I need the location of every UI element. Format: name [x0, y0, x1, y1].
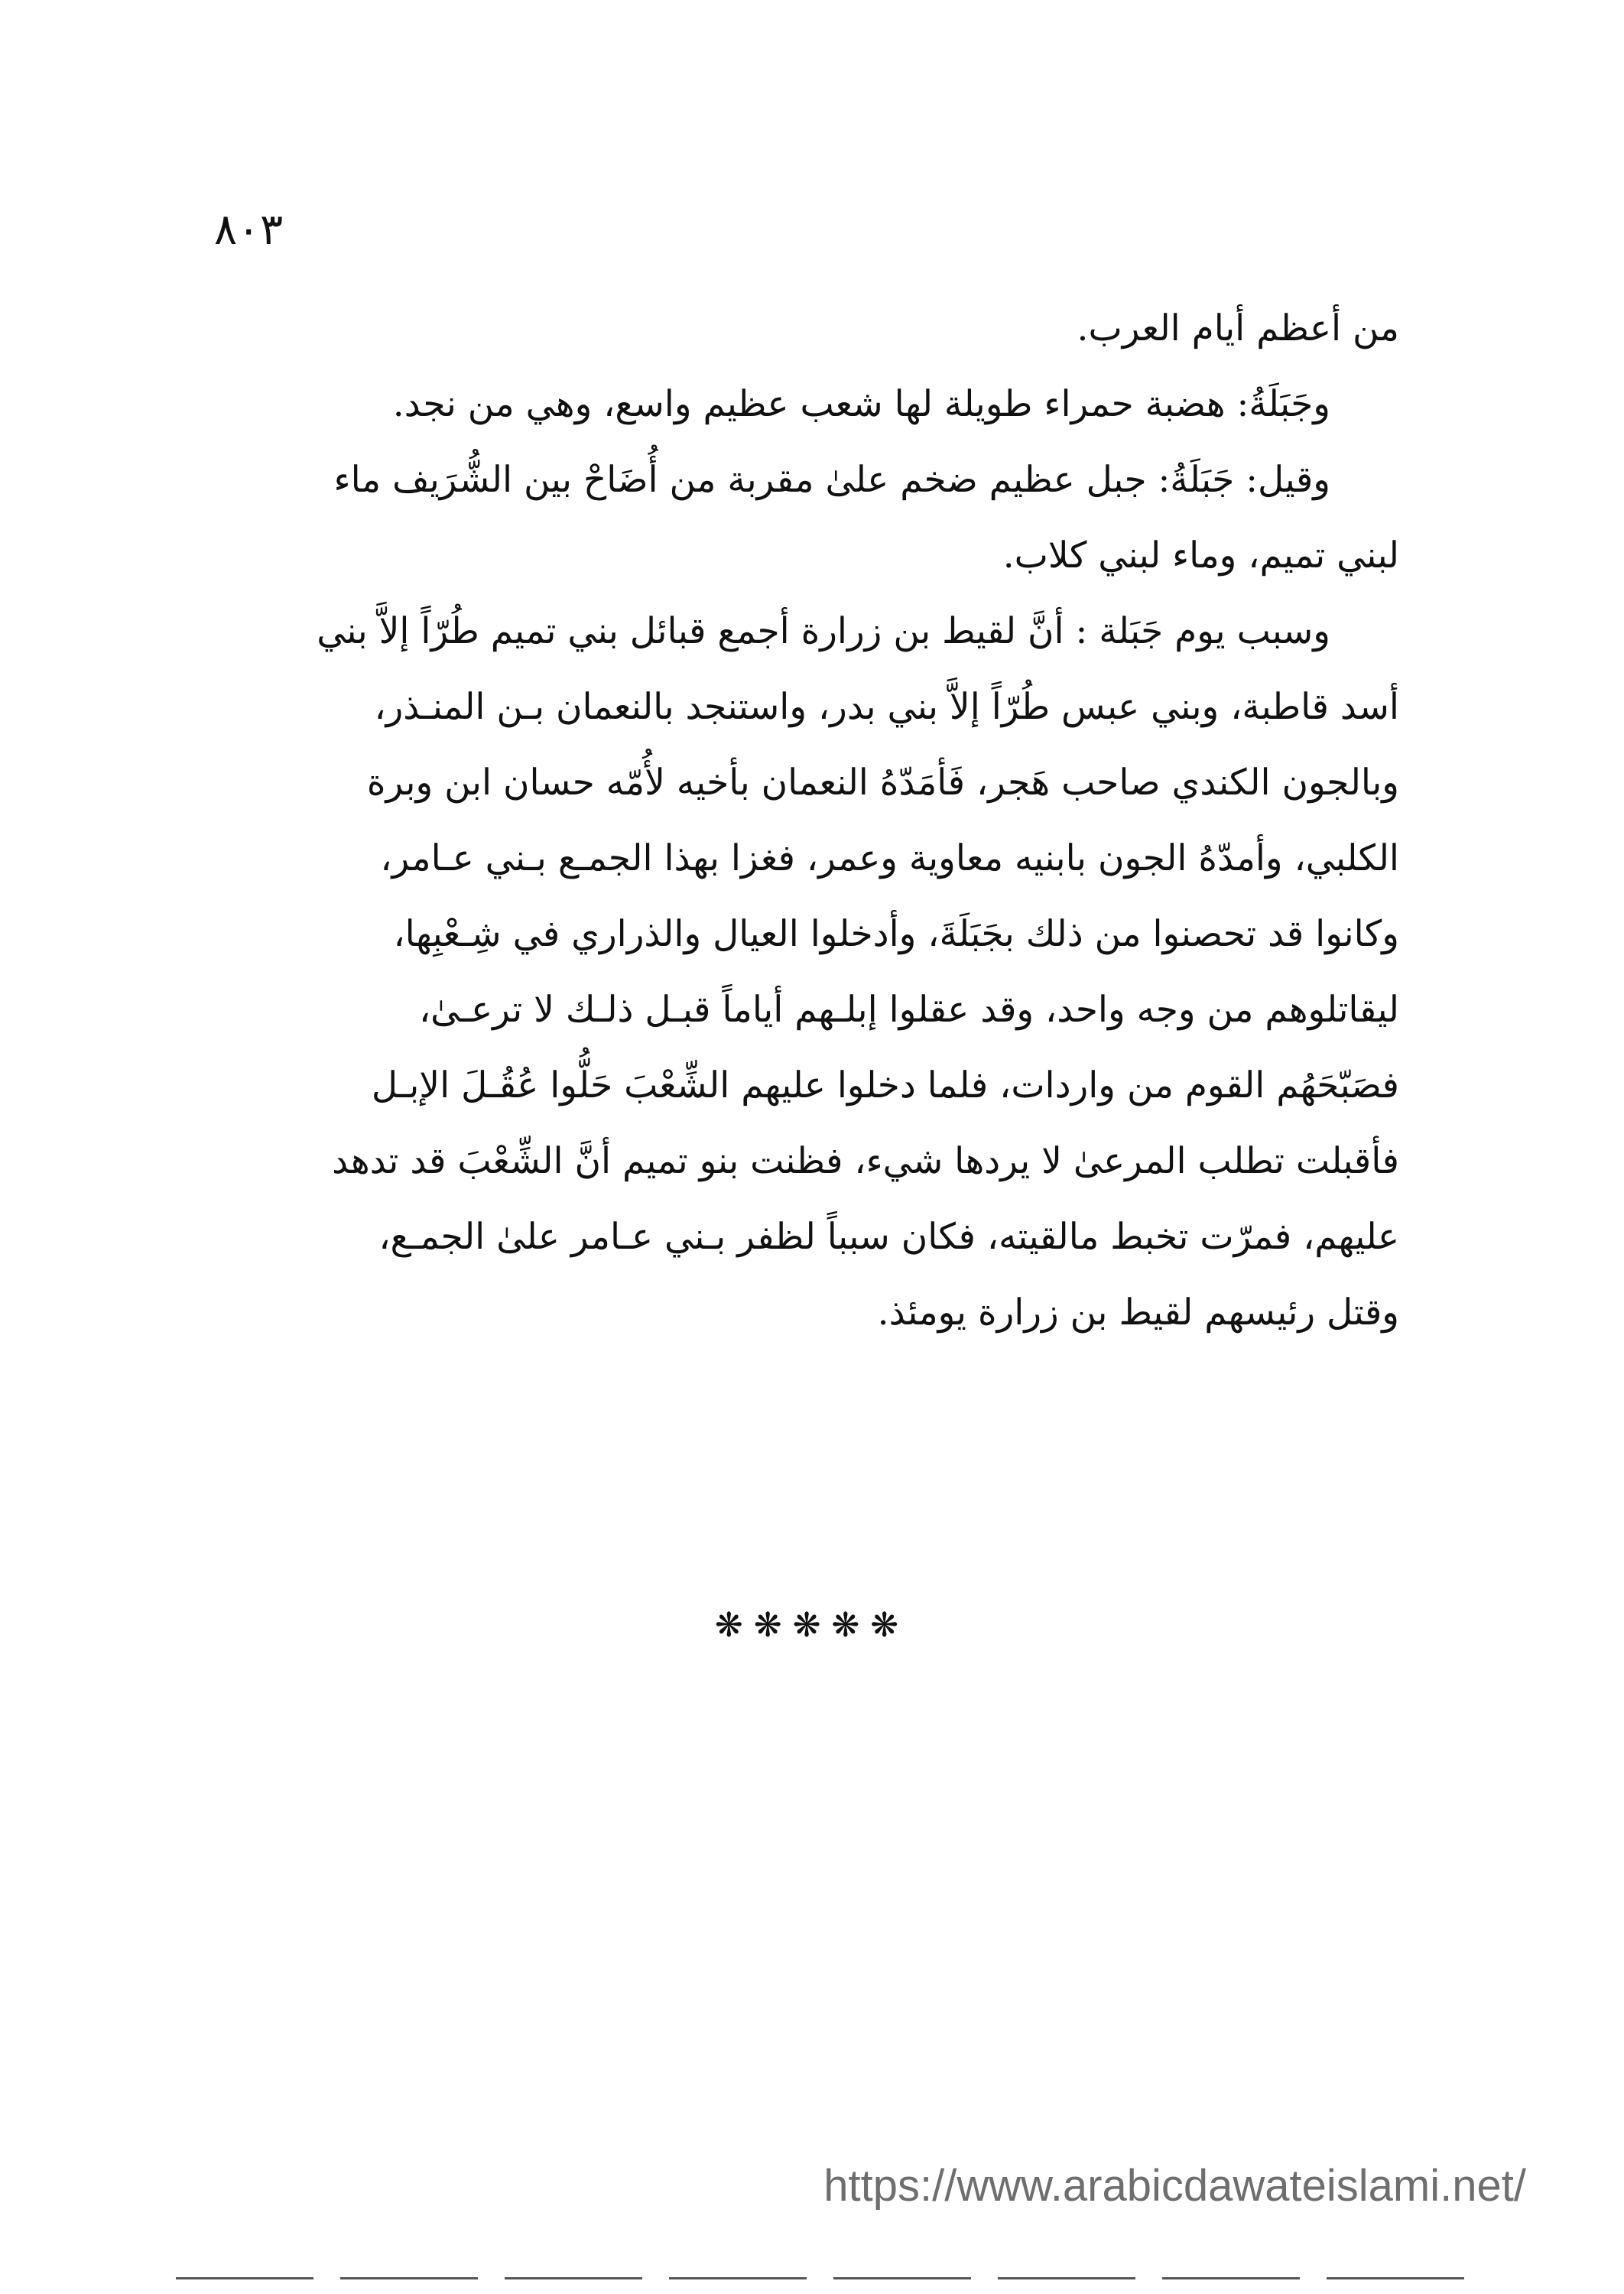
text-line: لبني تميم، وماء لبني كلاب. [1002, 535, 1399, 577]
text-line: من أعظم أيام العرب. [1077, 307, 1399, 349]
footer-rule [176, 2277, 1468, 2279]
text-line: فأقبلت تطلب المرعىٰ لا يردها شيء، فظنت بنو تميم أنَّ الشِّعْبَ قد تدهد [332, 1140, 1399, 1182]
text-line: الكلبي، وأمدّهُ الجون بابنيه معاوية وعمر، فغزا بهذا الجمـع بـني عـامر، [380, 837, 1399, 879]
text-line: عليهم، فمرّت تخبط مالقيته، فكان سبباً لظفر بـني عـامر علىٰ الجمـع، [378, 1216, 1399, 1258]
watermark-url: https://www.arabicdawateislami.net/ [823, 2161, 1526, 2211]
section-divider-ornament: ❋❋❋❋❋ [714, 1606, 910, 1645]
text-line: وقيل: جَبَلَةُ: جبل عظيم ضخم علىٰ مقربة من أُضَاحْ بين الشُّرَيف ماء [333, 459, 1330, 501]
text-line: وقتل رئيسهم لقيط بن زرارة يومئذ. [877, 1292, 1399, 1334]
text-line: ليقاتلوهم من وجه واحد، وقد عقلوا إبلـهم أياماً قبـل ذلـك لا ترعـىٰ، [418, 989, 1399, 1031]
text-line: أسد قاطبة، وبني عبس طُرّاً إلاَّ بني بدر، واستنجد بالنعمان بـن المنـذر، [374, 686, 1399, 728]
body-text [222, 291, 1399, 1350]
text-line: وسبب يوم جَبَلة : أنَّ لقيط بن زرارة أجمع قبائل بني تميم طُرّاً إلاَّ بني [317, 610, 1330, 652]
text-line: فصَبّحَهُم القوم من واردات، فلما دخلوا عليهم الشِّعْبَ حَلُّوا عُقُـلَ الإبـل [371, 1064, 1399, 1106]
page-number: ٨٠٣ [214, 205, 284, 255]
text-line: وكانوا قد تحصنوا من ذلك بجَبَلَةَ، وأدخلوا العيال والذراري في شِـعْبِها، [393, 913, 1399, 955]
text-line: وبالجون الكندي صاحب هَجر، فَأمَدّهُ النعمان بأخيه لأُمّه حسان ابن وبرة [366, 762, 1399, 804]
text-line: وجَبَلَةُ: هضبة حمراء طويلة لها شعب عظيم واسع، وهي من نجد. [392, 383, 1330, 425]
